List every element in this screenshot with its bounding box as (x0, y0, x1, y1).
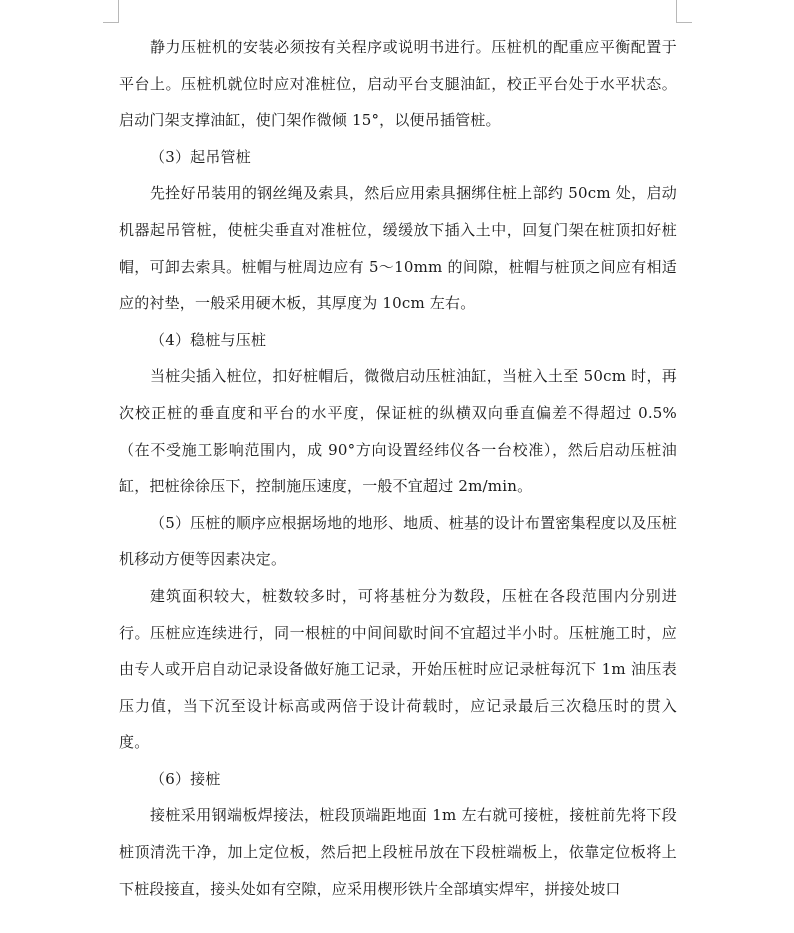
paragraph-large-area: 建筑面积较大，桩数较多时，可将基桩分为数段，压桩在各段范围内分别进行。压桩应连续进行，同一根桩的中间间歇时间不宜超过半小时。压桩施工时，应由专人或开启自动记录设备做好施工记录，开始压桩时应记录桩每沉下 1m 油压表压力值，当下沉至设计标高或两倍于设计荷载时，应记录最后三次稳压时的贯入度。 (119, 586, 677, 752)
page-corner-mark-top-right (676, 0, 692, 23)
paragraph-press-order: （5）压桩的顺序应根据场地的地形、地质、桩基的设计布置密集程度以及压桩机移动方便等因素决定。 (119, 513, 677, 569)
page-corner-mark-top-left (103, 0, 119, 23)
paragraph-pile-joint: 接桩采用钢端板焊接法，桩段顶端距地面 1m 左右就可接桩，接桩前先将下段桩顶清洗干净，加上定位板，然后把上段桩吊放在下段桩端板上，依靠定位板将上下桩段接直，接头处如有空隙，应采用楔形铁片全部填实焊牢，拼接处坡口 (119, 806, 677, 898)
paragraph-lifting-pile: 先拴好吊装用的钢丝绳及索具，然后应用索具捆绑住桩上部约 50cm 处，启动机器起吊管桩，使桩尖垂直对准桩位，缓缓放下插入土中，回复门架在桩顶扣好桩帽，可卸去索具。桩帽与桩周边应有 5～10mm 的间隙，桩帽与桩顶之间应有相适应的衬垫，一般采用硬木板，其厚度为 10cm 左右。 (119, 184, 677, 313)
section-heading-stabilize-press: （4）稳桩与压桩 (150, 330, 267, 349)
paragraph-pile-machine-install: 静力压桩机的安装必须按有关程序或说明书进行。压桩机的配重应平衡配置于平台上。压桩机就位时应对准桩位，启动平台支腿油缸，校正平台处于水平状态。启动门架支撑油缸，使门架作微倾 15°，以便吊插管桩。 (119, 38, 677, 130)
section-heading-lifting-pile: （3）起吊管桩 (150, 147, 251, 166)
section-heading-pile-joint: （6）接桩 (150, 769, 221, 788)
document-body (119, 29, 677, 907)
paragraph-stabilize-press: 当桩尖插入桩位，扣好桩帽后，微微启动压桩油缸，当桩入土至 50cm 时，再次校正桩的垂直度和平台的水平度，保证桩的纵横双向垂直偏差不得超过 0.5%（在不受施工影响范围内，成 90°方向设置经纬仪各一台校准），然后启动压桩油缸，把桩徐徐压下，控制施压速度，一般不宜超过 2m/min。 (119, 367, 677, 496)
